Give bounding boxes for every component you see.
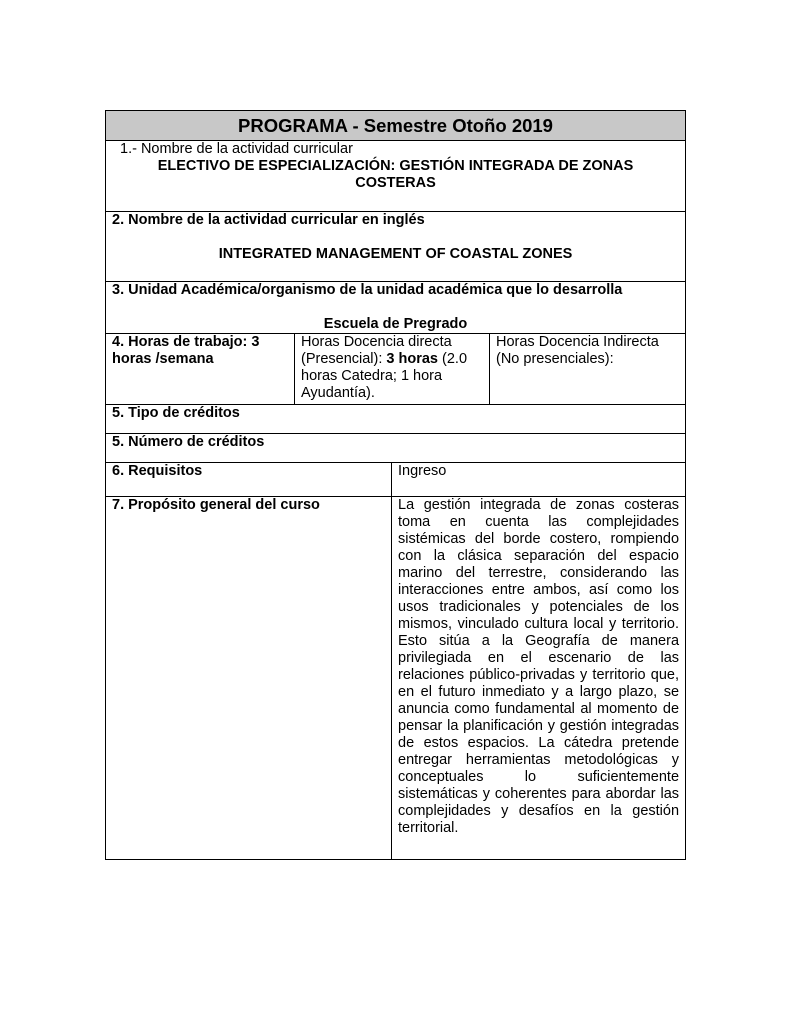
section-5b-label: 5. Número de créditos	[112, 434, 265, 450]
section-4-directa-hours: 3 horas	[386, 351, 439, 367]
section-2-spacer	[112, 229, 679, 246]
section-5a-label: 5. Tipo de créditos	[112, 405, 240, 421]
section-1-label: 1.- Nombre de la actividad curricular	[120, 141, 353, 157]
program-title: PROGRAMA	[238, 115, 348, 136]
section-7-label: 7. Propósito general del curso	[112, 497, 320, 513]
section-3-cell	[106, 282, 686, 334]
program-table	[105, 110, 686, 860]
section-6-row	[106, 463, 686, 497]
section-6-label-cell	[106, 463, 392, 497]
section-4-indirecta-cell	[490, 334, 686, 405]
section-2-value: INTEGRATED MANAGEMENT OF COASTAL ZONES	[218, 246, 573, 262]
section-4-row	[106, 334, 686, 405]
section-3-value: Escuela de Pregrado	[323, 316, 468, 332]
program-title-separator: -	[347, 115, 364, 136]
section-2-cell	[106, 212, 686, 282]
section-7-value: La gestión integrada de zonas costeras toma en cuenta las complejidades sistémicas del borde costero, rompiendo con la clásica separación del espacio marino del terrestre, considerando las interacciones entre ambos, así como los usos tradicionales y potenciales de los mismos, vinculado cultura local y territorio. Esto sitúa a la Geografía de manera privilegiada en el escenario de las relaciones público-privadas y territorio que, en el futuro inmediato y a largo plazo, se anuncia como fundamental al momento de pensar la planificación y gestión integradas de estos espacios. La cátedra pretende entregar herramientas metodológicas y conceptuales lo suficientemente sistemáticas y coherentes para abordar las complejidades y desafíos en la gestión territorial.	[398, 497, 680, 836]
section-5b-cell	[106, 434, 686, 463]
section-7-label-cell	[106, 497, 392, 860]
section-2-row	[106, 212, 686, 282]
program-semester: Semestre Otoño 2019	[363, 115, 553, 136]
section-6-value-cell	[392, 463, 686, 497]
section-4-directa-suffix: (2.0 horas Catedra; 1 hora Ayudantía).	[301, 351, 468, 401]
section-5a-cell	[106, 405, 686, 434]
section-4-indirecta: Horas Docencia Indirecta (No presenciales):	[496, 334, 659, 367]
section-1-row	[106, 141, 686, 212]
section-1-value: ELECTIVO DE ESPECIALIZACIÓN: GESTIÓN INTEGRADA DE ZONAS COSTERAS	[157, 158, 634, 191]
section-7-value-cell	[392, 497, 686, 860]
section-5b-row	[106, 434, 686, 463]
section-4-directa-prefix: Horas Docencia directa (Presencial):	[301, 334, 452, 367]
section-3-row	[106, 282, 686, 334]
section-3-spacer	[112, 299, 679, 316]
section-2-label: 2. Nombre de la actividad curricular en inglés	[112, 212, 425, 228]
section-1-cell	[106, 141, 686, 212]
section-7-row	[106, 497, 686, 860]
section-6-label: 6. Requisitos	[112, 463, 203, 479]
program-header-row	[106, 111, 686, 141]
section-4-directa-cell	[295, 334, 490, 405]
program-header	[106, 111, 686, 141]
section-5a-row	[106, 405, 686, 434]
section-3-label: 3. Unidad Académica/organismo de la unidad académica que lo desarrolla	[112, 282, 623, 298]
section-6-value: Ingreso	[398, 463, 447, 479]
section-4-label-cell	[106, 334, 295, 405]
section-4-label: 4. Horas de trabajo: 3 horas /semana	[112, 334, 260, 367]
